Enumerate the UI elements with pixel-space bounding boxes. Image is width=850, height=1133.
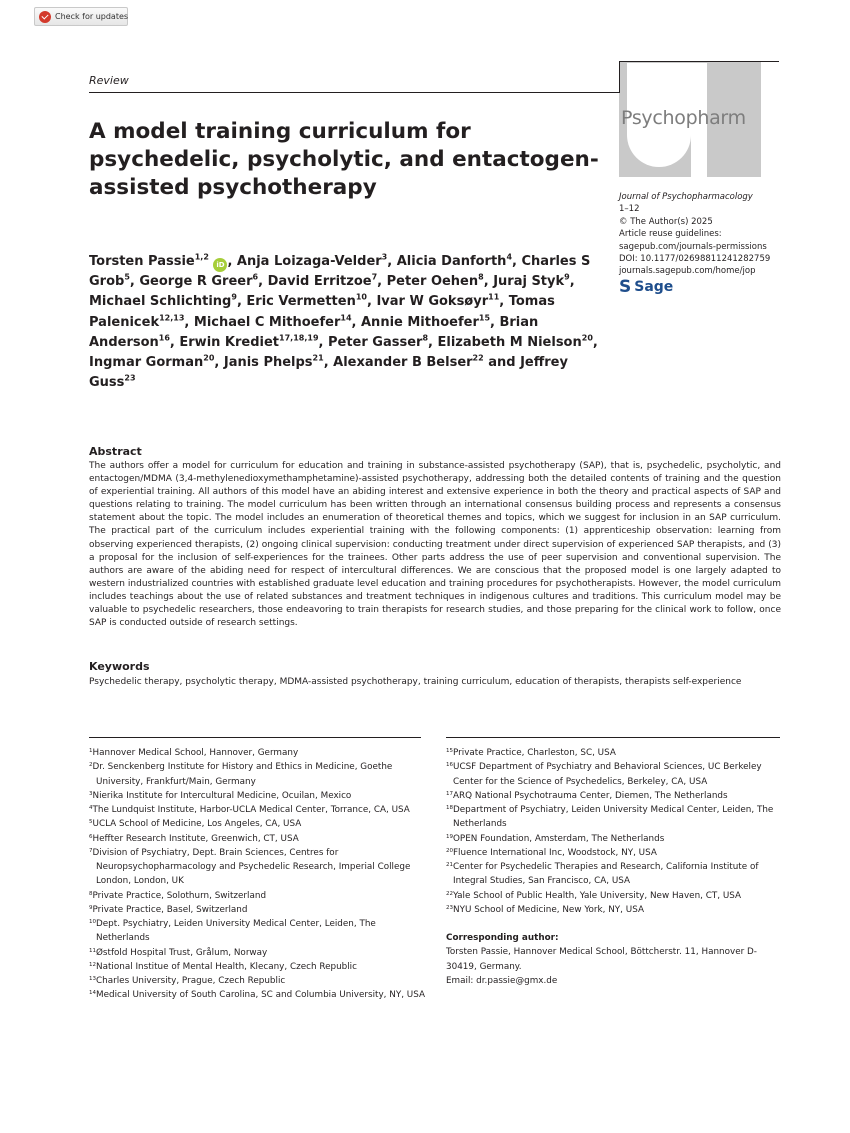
affiliation-item (89, 789, 429, 803)
affiliation-text: NYU School of Medicine, New York, NY, USA (453, 904, 644, 915)
affiliation-item (446, 789, 786, 803)
author-list: Torsten Passie$^{1,2}$ iD , Anja Loizaga-Velder$^3$, Alicia Danforth$^4$, Charles S Grob$^5$, George R Greer$^6$, David Erritzoe$^7$, Peter Oehen$^8$, Juraj Styk$^9$, Michael Schlichting$^9$, Eric Vermetten$^{10}$, Ivar W Goksøyr$^{11}$, Tomas Palenicek$^{12,13}$, Michael C Mithoefer$^{14}$, Annie Mithoefer$^{15}$, Brian Anderson$^{16}$, Erwin Krediet$^{17,18,19}$, Peter Gasser$^8$, Elizabeth M Nielson$^{20}$, Ingmar Gorman$^{20}$, Janis Phelps$^{21}$, Alexander B Belser$^{22}$ and Jeffrey Guss$^{23}$ (89, 252, 598, 391)
affiliation-text: Dept. Psychiatry, Leiden University Medical Center, Leiden, The Netherlands (96, 919, 376, 944)
affiliation-item (446, 746, 786, 760)
author: Peter Oehen (386, 274, 479, 290)
affiliation-number: 10 (89, 919, 96, 925)
affiliation-number: 6 (89, 833, 93, 840)
affiliation-number: 7 (89, 847, 93, 854)
author-affiliation-marker: 21 (312, 353, 324, 363)
author-affiliation-marker: 4 (506, 252, 513, 262)
affiliation-text: Division of Psychiatry, Dept. Brain Sciences, Centres for Neuropsychopharmacology and Psychedelic Research, Imperial College London, London, UK (92, 847, 411, 887)
affiliation-text: National Institue of Mental Health, Klecany, Czech Republic (96, 961, 357, 972)
affiliation-item (446, 860, 786, 889)
affiliation-text: OPEN Foundation, Amsterdam, The Netherlands (453, 833, 665, 844)
affiliation-text: The Lundquist Institute, Harbor-UCLA Medical Center, Torrance, CA, USA (92, 805, 410, 815)
affiliation-number: 12 (89, 961, 96, 968)
affiliation-item (446, 889, 786, 903)
author-affiliation-marker: 17,18,19 (279, 333, 319, 343)
affiliation-text: ARQ National Psychotrauma Center, Diemen, The Netherlands (453, 790, 728, 801)
author: Eric Vermetten (246, 294, 356, 310)
author-affiliation-marker: 3 (381, 252, 388, 262)
affiliation-item (89, 889, 429, 903)
affiliation-item (446, 803, 786, 832)
author-affiliation-marker: 6 (252, 272, 259, 282)
affiliation-text: Private Practice, Solothurn, Switzerland (92, 890, 267, 901)
affiliation-number: 2 (89, 762, 93, 769)
author-affiliation-marker: 11 (488, 293, 500, 303)
affiliation-number: 8 (89, 890, 93, 897)
author-affiliation-marker: 9 (564, 272, 570, 282)
affiliation-number: 14 (89, 990, 96, 997)
affiliation-number: 23 (446, 904, 453, 911)
affiliation-item (89, 846, 429, 889)
footnote-rule-left (89, 737, 421, 738)
sage-s-icon: S (619, 277, 632, 297)
affiliation-number: 5 (89, 819, 93, 826)
author-affiliation-marker: 20 (581, 333, 593, 343)
author-affiliation-marker: 16 (158, 333, 170, 343)
reuse-link[interactable]: sagepub.com/journals-permissions (619, 241, 767, 252)
check-for-updates-button[interactable] (34, 7, 128, 26)
corresponding-email[interactable]: Email: dr.passie@gmx.de (446, 975, 558, 986)
affiliation-item (89, 974, 429, 988)
affiliation-number: 9 (89, 904, 93, 911)
affiliation-number: 19 (446, 833, 453, 840)
affiliation-text: Heffter Research Institute, Greenwich, CT, USA (92, 833, 299, 844)
journal-pages: 1–12 (619, 204, 640, 215)
author-affiliation-marker: 14 (340, 313, 352, 323)
affiliation-number: 11 (89, 947, 96, 954)
affiliation-number: 20 (446, 847, 453, 854)
affiliation-item (89, 832, 429, 846)
affiliation-text: Hannover Medical School, Hannover, Germany (92, 748, 299, 758)
keywords-heading: Keywords (89, 660, 150, 673)
author: Michael C Mithoefer (193, 314, 341, 330)
author: Brian Anderson (89, 314, 539, 350)
affiliation-number: 18 (446, 805, 453, 811)
affiliation-item (89, 903, 429, 917)
author: Alexander B Belser (333, 355, 473, 371)
header-rule (89, 92, 619, 93)
reuse-label: Article reuse guidelines: (619, 229, 722, 240)
affiliation-text: Private Practice, Charleston, SC, USA (453, 748, 616, 758)
author: Erwin Krediet (179, 334, 280, 350)
journal-copyright: © The Author(s) 2025 (619, 216, 713, 227)
author-affiliation-marker: 9 (231, 293, 237, 303)
author-affiliation-marker: 8 (422, 333, 429, 343)
affiliation-item (89, 817, 429, 831)
affiliation-number: 3 (89, 790, 93, 797)
author: Juraj Styk (493, 274, 565, 290)
abstract-text: The authors offer a model for curriculum for education and training in substance-assisted psychotherapy (SAP), that is, psychedelic, psycholytic, and entactogen/MDMA (3,4-methylenedioxymethamphetamine)-assisted psychotherapy, addressing both the detailed contents of training and the question of experiential training. All authors of this model have an abiding interest and extensive experience in both the theory and practical aspects of SAP and questions relating to training. The model curriculum has been written through an international consensus building process and represents a consensus statement about the topic. The model includes an enumeration of theoretical themes and topics, which we suggest for inclusion in an SAP curriculum. The practical part of the curriculum includes experiential training with the following components: (1) apprenticeship observation: learning from observing experienced therapists, (2) ongoing clinical supervision: conducting treatment under direct supervision of experienced SAP therapists, and (3) a proposal for the inclusion of self-experiences for the trainees. Other parts address the use of peer supervision and conventional supervision. The authors are aware of the abiding need for respect of intercultural differences. We are conscious that the proposed model is one largely adapted to western industrialized countries with established graduate level education and training procedures for psychotherapists. However, the model curriculum includes teachings about the use of related substances and treatment techniques in indigenous cultures and traditions. This curriculum model may be valuable to psychedelic researchers, those endeavoring to train therapists for research studies, and those preparing for the clinical work to follow, once SAP is conducted outside of research settings. (89, 461, 781, 629)
affiliation-item (89, 988, 429, 1002)
affiliation-text: Nierika Institute for Intercultural Medicine, Ocuilan, Mexico (92, 790, 352, 801)
footnote-rule-right (446, 737, 780, 738)
affiliation-number: 21 (446, 862, 453, 868)
affiliation-number: 16 (446, 762, 453, 769)
author: Tomas Palenicek (89, 294, 555, 330)
affiliation-item (446, 760, 786, 789)
affiliation-item (89, 917, 429, 946)
author: David Erritzoe (267, 274, 372, 290)
journal-logo (619, 61, 779, 177)
journal-name: Journal of Psychopharmacology (619, 192, 753, 202)
author-affiliation-marker: 22 (472, 353, 484, 363)
author: Alicia Danforth (396, 254, 507, 269)
author: George R Greer (139, 274, 253, 290)
affiliation-item (446, 832, 786, 846)
affiliation-number: 13 (89, 976, 96, 982)
author: Ingmar Gorman (89, 355, 204, 371)
affiliation-number: 1 (89, 748, 93, 754)
abstract-heading: Abstract (89, 445, 142, 458)
affiliation-item (446, 846, 786, 860)
affiliation-item (89, 746, 429, 760)
keywords-text: Psychedelic therapy, psycholytic therapy, MDMA-assisted psychotherapy, training curriculum, education of therapists, therapists self-experience (89, 677, 742, 687)
corresponding-heading: Corresponding author: (446, 933, 559, 943)
affiliations-left (89, 746, 429, 1003)
author-affiliation-marker: 10 (355, 293, 367, 303)
orcid-icon[interactable]: iD (213, 258, 227, 272)
affiliation-text: Medical University of South Carolina, SC and Columbia University, NY, USA (96, 990, 426, 1001)
author-affiliation-marker: 23 (124, 373, 136, 383)
author: Charles S Grob (89, 254, 591, 290)
author-affiliation-marker: 8 (478, 272, 484, 282)
corresponding-author (446, 931, 786, 988)
affiliation-text: UCSF Department of Psychiatry and Behavioral Sciences, UC Berkeley Center for the Science of Psychedelics, Berkeley, CA, USA (453, 762, 762, 787)
affiliation-number: 22 (446, 890, 453, 897)
affiliation-text: Østfold Hospital Trust, Grålum, Norway (96, 947, 268, 958)
author: Elizabeth M Nielson (437, 334, 582, 350)
affiliation-text: Yale School of Public Health, Yale University, New Haven, CT, USA (453, 890, 742, 901)
affiliation-item (89, 946, 429, 960)
author-affiliation-marker: 5 (124, 272, 130, 282)
affiliation-number: 17 (446, 790, 453, 797)
author: Anja Loizaga-Velder (236, 254, 382, 269)
journal-home-link[interactable]: journals.sagepub.com/home/jop (619, 266, 756, 277)
article-title: A model training curriculum for psychedelic, psycholytic, and entactogen-assisted psychotherapy (89, 119, 599, 200)
affiliation-text: Center for Psychedelic Therapies and Research, California Institute of Integral Studies, San Francisco, CA, USA (453, 862, 759, 887)
author-affiliation-marker: 12,13 (159, 313, 185, 323)
article-type: Review (89, 74, 129, 87)
check-updates-icon (39, 11, 51, 23)
corresponding-address: Torsten Passie, Hannover Medical School, Böttcherstr. 11, Hannover D-30419, Germany. (446, 947, 757, 972)
affiliation-item (89, 760, 429, 789)
author: Ivar W Goksøyr (376, 294, 489, 310)
journal-info (619, 191, 799, 278)
author-affiliation-marker: 15 (478, 313, 491, 323)
author: Peter Gasser (327, 334, 423, 350)
author-affiliation-marker: 7 (371, 272, 378, 282)
affiliation-number: 15 (446, 748, 453, 754)
affiliation-item (89, 960, 429, 974)
check-updates-label: Check for updates (55, 12, 129, 21)
affiliations-right (446, 746, 786, 917)
author: Torsten Passie (89, 254, 195, 269)
author-affiliation-marker: 20 (203, 353, 215, 363)
author: Michael Schlichting (89, 294, 232, 310)
publisher-name: Sage (634, 279, 674, 295)
affiliation-text: Charles University, Prague, Czech Republic (96, 976, 286, 986)
affiliation-text: Fluence International Inc, Woodstock, NY, USA (453, 847, 657, 858)
author: Annie Mithoefer (361, 314, 479, 330)
doi[interactable]: DOI: 10.1177/02698811241282759 (619, 254, 771, 265)
publisher-logo (619, 277, 673, 297)
affiliation-number: 4 (89, 805, 93, 811)
affiliation-text: Department of Psychiatry, Leiden University Medical Center, Leiden, The Netherlands (453, 805, 774, 830)
affiliation-item (89, 803, 429, 817)
author: Jeffrey Guss (89, 355, 568, 391)
affiliation-item (446, 903, 786, 917)
affiliation-text: Private Practice, Basel, Switzerland (92, 904, 248, 915)
affiliation-text: Dr. Senckenberg Institute for History and Ethics in Medicine, Goethe University, Frankfurt/Main, Germany (92, 762, 393, 787)
author: Janis Phelps (223, 355, 313, 371)
author-affiliation-marker: 1,2 (194, 252, 209, 262)
journal-logo-text: Psychopharm (621, 107, 746, 129)
affiliation-text: UCLA School of Medicine, Los Angeles, CA, USA (92, 819, 302, 830)
